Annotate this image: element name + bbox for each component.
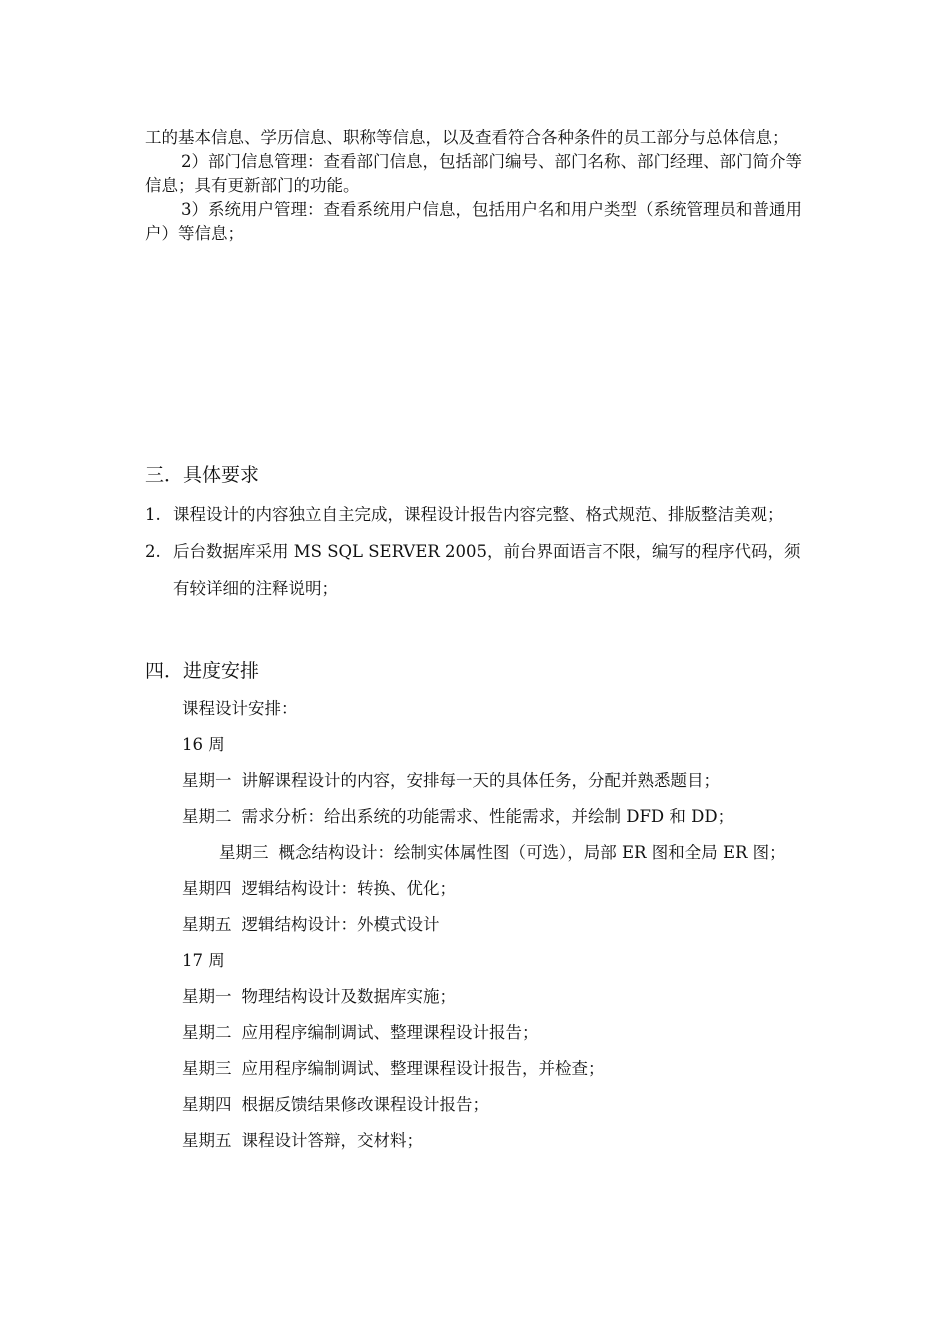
list-item-text: 后台数据库采用 MS SQL SERVER 2005，前台界面语言不限，编写的程序代码，须有较详细的注释说明； xyxy=(173,542,801,598)
schedule-row xyxy=(145,835,810,871)
schedule-row xyxy=(145,763,810,799)
list-item-text: 课程设计的内容独立自主完成，课程设计报告内容完整、格式规范、排版整洁美观； xyxy=(173,505,784,524)
schedule-row xyxy=(145,1015,810,1051)
list-item xyxy=(145,496,810,533)
weekday-label: 星期三 xyxy=(182,1059,232,1078)
week-label-17: 17 周 xyxy=(182,951,225,970)
weekday-label: 星期四 xyxy=(182,879,232,898)
schedule-row xyxy=(145,979,810,1015)
section-heading-requirements: 三．具体要求 xyxy=(145,464,260,486)
schedule-row xyxy=(145,799,810,835)
list-item xyxy=(145,533,810,607)
schedule-section xyxy=(145,691,810,1159)
intro-section xyxy=(145,126,810,246)
task-text: 根据反馈结果修改课程设计报告； xyxy=(241,1095,489,1114)
task-text: 物理结构设计及数据库实施； xyxy=(241,987,456,1006)
task-text: 概念结构设计：绘制实体属性图（可选），局部 ER 图和全局 ER 图； xyxy=(278,843,786,862)
schedule-intro: 课程设计安排： xyxy=(182,699,298,718)
task-text: 需求分析：给出系统的功能需求、性能需求，并绘制 DFD 和 DD； xyxy=(241,807,735,826)
task-text: 应用程序编制调试、整理课程设计报告； xyxy=(241,1023,539,1042)
requirements-list xyxy=(145,496,810,607)
task-text: 课程设计答辩，交材料； xyxy=(241,1131,423,1150)
schedule-row xyxy=(145,907,810,943)
intro-paragraph-dept-management: 2）部门信息管理：查看部门信息，包括部门编号、部门名称、部门经理、部门简介等信息；具有更新部门的功能。 xyxy=(145,152,802,195)
intro-paragraph-1: 工的基本信息、学历信息、职称等信息，以及查看符合各种条件的员工部分与总体信息； xyxy=(145,128,789,147)
task-text: 应用程序编制调试、整理课程设计报告，并检查； xyxy=(241,1059,605,1078)
schedule-row xyxy=(145,1051,810,1087)
task-text: 逻辑结构设计：转换、优化； xyxy=(241,879,456,898)
weekday-label: 星期四 xyxy=(182,1095,232,1114)
weekday-label: 星期五 xyxy=(182,915,232,934)
weekday-label: 星期三 xyxy=(219,843,269,862)
schedule-row xyxy=(145,871,810,907)
weekday-label: 星期一 xyxy=(182,771,232,790)
section-heading-schedule: 四．进度安排 xyxy=(145,660,260,682)
weekday-label: 星期二 xyxy=(182,807,232,826)
weekday-label: 星期二 xyxy=(182,1023,232,1042)
list-item-number: 1. xyxy=(145,505,161,524)
schedule-row xyxy=(145,1123,810,1159)
list-item-number: 2. xyxy=(145,542,161,561)
weekday-label: 星期五 xyxy=(182,1131,232,1150)
intro-paragraph-user-management: 3）系统用户管理：查看系统用户信息，包括用户名和用户类型（系统管理员和普通用户）等信息； xyxy=(145,200,802,243)
weekday-label: 星期一 xyxy=(182,987,232,1006)
task-text: 讲解课程设计的内容，安排每一天的具体任务，分配并熟悉题目； xyxy=(241,771,720,790)
week-label-16: 16 周 xyxy=(182,735,225,754)
schedule-row xyxy=(145,1087,810,1123)
task-text: 逻辑结构设计：外模式设计 xyxy=(241,915,440,934)
